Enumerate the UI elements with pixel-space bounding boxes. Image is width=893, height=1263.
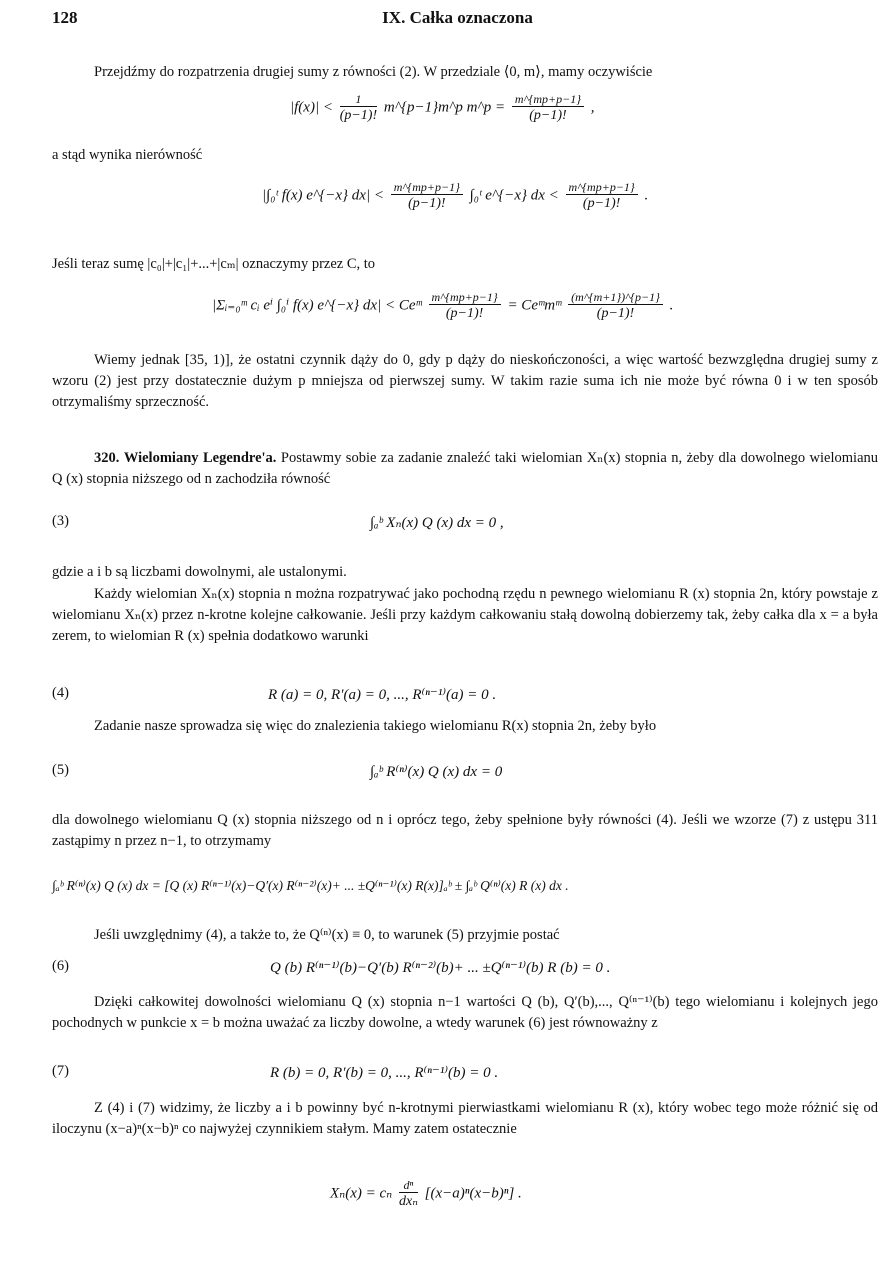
page-header [52,8,863,34]
paragraph-9: Jeśli uwzględnimy (4), a także to, że Q⁽ⁿ⁾(x) ≡ 0, to warunek (5) przyjmie postać [94,927,560,943]
paragraph-8: dla dowolnego wielomianu Q (x) stopnia niższego od n i oprócz tego, żeby spełnione były równości (4). Jeśli we wzorze (7) z ustępu 311 zastąpimy n przez n−1, to otrzymamy [52,812,878,849]
paragraph-10: Dzięki całkowitej dowolności wielomianu Q (x) stopnia n−1 wartości Q (b), Q′(b),..., Q⁽ⁿ⁻¹⁾(b) tego wielomianu i kolejnych jego pochodnych w punkcie x = b można uważać za liczby dowolne, a wtedy warunek (6) jest równoważny z [52,994,878,1031]
equation-label-7: (7) [52,1063,69,1079]
section-320 [52,448,878,490]
eq1-fraction-1: $\frac{1}{(p-1)!}$ [339,92,378,123]
equation-final: Xₙ(x) = cₙ $\frac{\text{dⁿ}}{\text{dxₙ}}$ [(x−a)ⁿ(x−b)ⁿ] . [330,1178,522,1209]
paragraph-4: Wiemy jednak [35, 1)], że ostatni czynnik dąży do 0, gdy p dąży do nieskończoności, a więc wartość bezwzględna drugiej sumy z wzoru (2) jest przy dostatecznie dużym p mniejsza od pierwszej sumy. W takim razie suma ich nie może być równa 0 i w ten sposób otrzymaliśmy sprzeczność. [52,352,878,410]
equation-7-body: R (b) = 0, R′(b) = 0, ..., R⁽ⁿ⁻¹⁾(b) = 0 . [270,1065,499,1081]
paragraph-7: Zadanie nasze sprowadza się więc do znalezienia takiego wielomianu R(x) stopnia 2n, żeby było [94,718,657,734]
running-title: IX. Całka oznaczona [382,8,533,27]
equation-2: |∫₀ᵗ f(x) e^{−x} dx| < $\frac{m\^{}\{mp+p-1\}}{(p-1)!}$ ∫₀ᵗ e^{−x} dx < $\frac{m\^{}\{mp+p-1\}}{(p-1)!}$ . [262,180,649,211]
paragraph-11: Z (4) i (7) widzimy, że liczby a i b powinny być n-krotnymi pierwiastkami wielomianu R (x), który wobec tego może różnić się od iloczynu (x−a)ⁿ(x−b)ⁿ co najwyżej czynnikiem stałym. Mamy zatem ostatecznie [52,1100,878,1137]
section-number: 320. [94,450,120,466]
equation-label-3: (3) [52,513,69,529]
page-number: 128 [52,8,78,27]
paragraph-2: a stąd wynika nierówność [52,147,203,163]
equation-label-6: (6) [52,958,69,974]
section-intro: Postawmy sobie za zadanie znaleźć taki wielomian Xₙ(x) stopnia n, żeby dla dowolnego wielomianu Q (x) stopnia niższego od n zachodziła równość [52,450,879,487]
equation-6-body: Q (b) R⁽ⁿ⁻¹⁾(b)−Q′(b) R⁽ⁿ⁻²⁾(b)+ ... ±Q⁽ⁿ⁻¹⁾(b) R (b) = 0 . [270,960,611,976]
equation-long: ∫ₐᵇ R⁽ⁿ⁾(x) Q (x) dx = [Q (x) R⁽ⁿ⁻¹⁾(x)−Q′(x) R⁽ⁿ⁻²⁾(x)+ ... ±Q⁽ⁿ⁻¹⁾(x) R(x)]ₐᵇ ± ∫ₐᵇ Q⁽ⁿ⁾(x) R (x) dx . [52,878,569,893]
equation-5-body: ∫ₐᵇ R⁽ⁿ⁾(x) Q (x) dx = 0 [370,764,503,780]
equation-3-body: ∫ₐᵇ Xₙ(x) Q (x) dx = 0 , [370,515,504,531]
paragraph-3: Jeśli teraz sumę |c₀|+|c₁|+...+|cₘ| oznaczymy przez C, to [52,256,376,272]
equation-4-body: R (a) = 0, R′(a) = 0, ..., R⁽ⁿ⁻¹⁾(a) = 0 . [268,687,497,703]
equation-label-4: (4) [52,685,69,701]
eq3-fraction-1: $\frac{m\^{}\{mp+p-1\}}{(p-1)!}$ [429,290,501,322]
section-title: Wielomiany Legendre'a. [123,450,277,466]
eq2-fraction-2: $\frac{m\^{}\{mp+p-1\}}{(p-1)!}$ [566,180,638,212]
equation-final-fraction: $\frac{\text{dⁿ}}{\text{dxₙ}}$ [399,1178,418,1209]
eq2-fraction-1: $\frac{m\^{}\{mp+p-1\}}{(p-1)!}$ [391,180,463,212]
equation-label-5: (5) [52,762,69,778]
equation-3: |Σᵢ₌₀ᵐ cᵢ eⁱ ∫₀ⁱ f(x) e^{−x} dx| < Ceᵐ $\frac{m\^{}\{mp+p-1\}}{(p-1)!}$ = Ceᵐmᵐ $\frac{(m\^{}\{m+1\})\^{}\{p-1\}}{(p-1)!}$ . [212,290,674,321]
paragraph-1: Przejdźmy do rozpatrzenia drugiej sumy z równości (2). W przedziale ⟨0, m⟩, mamy oczywiście [94,64,653,80]
eq1-fraction-2: $\frac{m\^{}\{mp+p-1\}}{(p-1)!}$ [512,92,584,124]
eq3-fraction-2: $\frac{(m\^{}\{m+1\})\^{}\{p-1\}}{(p-1)!}$ [568,290,663,322]
paragraph-6: Każdy wielomian Xₙ(x) stopnia n można rozpatrywać jako pochodną rzędu n pewnego wielomianu R (x) stopnia 2n, który powstaje z wielomianu Xₙ(x) przez n-krotne kolejne całkowanie. Jeśli przy każdym całkowaniu stałą dowolną dobierzemy tak, żeby całka dla x = a była zerem, to wielomian R (x) spełnia dodatkowo warunki [52,586,878,644]
equation-1: |f(x)| < $\frac{1}{(p-1)!}$ m^{p−1}m^p m^p = $\frac{m\^{}\{mp+p-1\}}{(p-1)!}$ , [290,92,595,123]
paragraph-5: gdzie a i b są liczbami dowolnymi, ale ustalonymi. [52,564,347,580]
